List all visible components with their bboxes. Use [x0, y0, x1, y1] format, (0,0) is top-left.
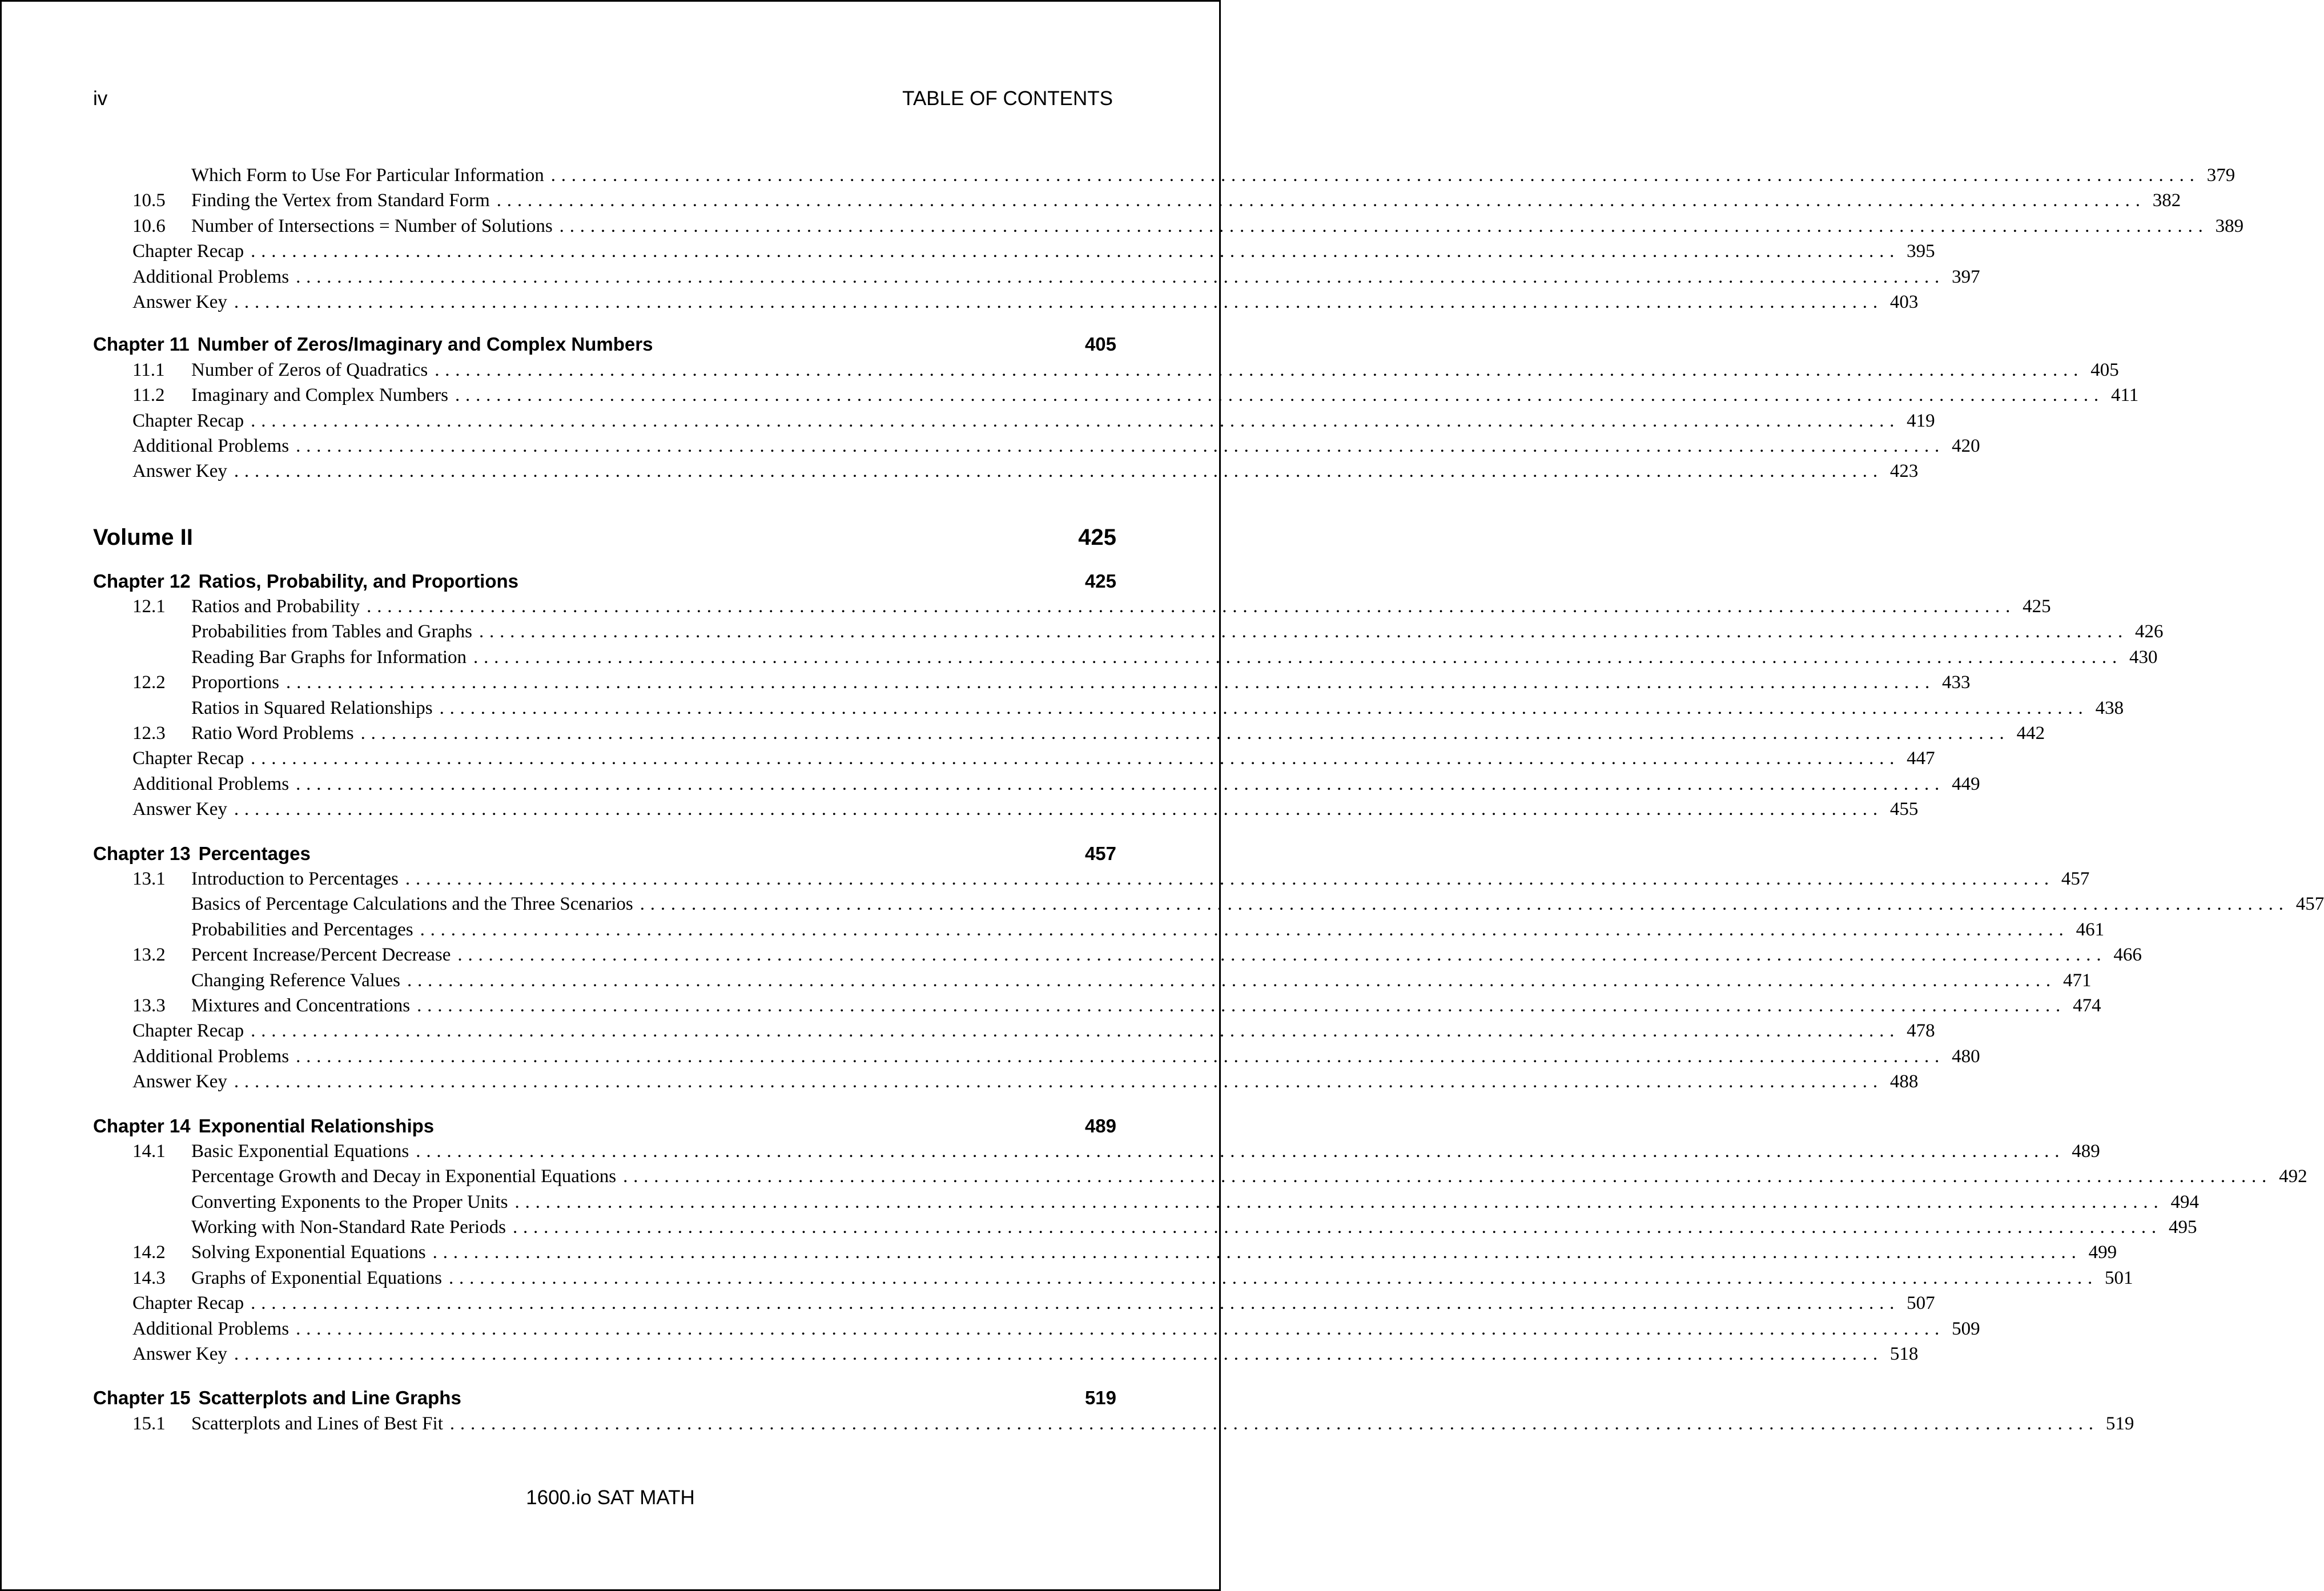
entry-page: 403	[1889, 291, 1919, 312]
dot-leader: ................................................................................................................................................................	[251, 1293, 1900, 1314]
section-number: 10.6	[132, 215, 166, 236]
chapter-heading[interactable]	[93, 569, 1116, 594]
entry-page: 397	[1952, 266, 1980, 287]
dot-leader: ................................................................................................................................................................	[296, 1318, 1945, 1339]
section-number: 12.1	[132, 596, 166, 617]
toc-entry[interactable]	[93, 264, 1980, 290]
chapter-heading[interactable]	[93, 332, 1116, 357]
dot-leader: ................................................................................................................................................................	[234, 799, 1883, 820]
toc-group-continued	[93, 163, 2244, 315]
entry-page: 507	[1907, 1293, 1935, 1314]
entry-page: 420	[1952, 435, 1980, 456]
toc-entry[interactable]	[93, 1190, 2200, 1215]
dot-leader: ................................................................................................................................................................	[251, 1021, 1900, 1042]
toc-entry[interactable]	[93, 993, 2101, 1018]
page-footer: 1600.io SAT MATH	[526, 1486, 695, 1509]
dot-leader: ................................................................................................................................................................	[420, 919, 2069, 940]
entry-title: Percentage Growth and Decay in Exponential Equations	[191, 1166, 617, 1187]
entry-page: 419	[1907, 410, 1935, 431]
entry-title: Ratios and Probability	[191, 596, 360, 617]
dot-leader: ................................................................................................................................................................	[251, 410, 1900, 431]
entry-title: Additional Problems	[132, 435, 290, 456]
toc-entry[interactable]	[93, 290, 1919, 315]
toc-entry[interactable]	[93, 1316, 1980, 1341]
dot-leader: ................................................................................................................................................................	[496, 190, 2146, 211]
entry-page: 425	[2023, 596, 2051, 617]
dot-leader: ................................................................................................................................................................	[296, 266, 1945, 287]
toc-entry[interactable]	[93, 1215, 2197, 1240]
toc-entry[interactable]	[93, 188, 2181, 213]
dot-leader: ................................................................................................................................................................	[473, 646, 2123, 668]
toc-entry[interactable]	[93, 891, 2324, 917]
dot-leader: ................................................................................................................................................................	[435, 359, 2084, 380]
entry-page: 494	[2170, 1191, 2200, 1212]
toc-entry[interactable]	[93, 866, 2090, 891]
dot-leader: ................................................................................................................................................................	[234, 1344, 1883, 1365]
toc-entry[interactable]	[93, 1018, 1935, 1043]
entry-title: Basic Exponential Equations	[191, 1140, 409, 1162]
chapter-title: Ratios, Probability, and Proportions	[198, 570, 518, 592]
entry-page: 480	[1952, 1046, 1980, 1067]
entry-page: 447	[1907, 748, 1935, 769]
dot-leader: ................................................................................................................................................................	[407, 970, 2056, 991]
entry-title: Solving Exponential Equations	[191, 1242, 426, 1263]
dot-leader: ................................................................................................................................................................	[449, 1267, 2098, 1288]
volume-heading[interactable]	[93, 523, 1116, 552]
toc-entry[interactable]	[93, 239, 1935, 264]
toc-entry[interactable]	[93, 797, 1919, 822]
entry-page: 489	[2072, 1140, 2100, 1162]
chapter-heading[interactable]	[93, 1385, 1116, 1411]
toc-entry[interactable]	[93, 408, 1935, 433]
chapter-title: Scatterplots and Line Graphs	[198, 1387, 461, 1409]
dot-leader: ................................................................................................................................................................	[640, 894, 2289, 915]
entry-page: 478	[1907, 1021, 1935, 1042]
entry-page: 519	[2105, 1413, 2134, 1434]
dot-leader: ................................................................................................................................................................	[559, 215, 2209, 236]
toc-entry[interactable]	[93, 1164, 2307, 1189]
toc-entry[interactable]	[93, 163, 2235, 188]
entry-page: 501	[2105, 1267, 2133, 1288]
entry-title: Answer Key	[132, 1071, 227, 1092]
section-number: 12.3	[132, 723, 166, 744]
toc-entry[interactable]	[93, 1044, 1980, 1069]
toc-entry[interactable]	[93, 942, 2142, 967]
entry-title: Which Form to Use For Particular Information	[191, 165, 544, 186]
dot-leader: ................................................................................................................................................................	[432, 1242, 2082, 1263]
chapter-entries	[93, 357, 2139, 484]
toc-entry[interactable]	[93, 645, 2158, 670]
dot-leader: ................................................................................................................................................................	[296, 773, 1945, 794]
toc-entry[interactable]	[93, 1069, 1919, 1094]
dot-leader: ................................................................................................................................................................	[623, 1166, 2273, 1187]
entry-title: Reading Bar Graphs for Information	[191, 646, 467, 668]
section-number: 10.5	[132, 190, 166, 211]
chapter-label: Chapter 11	[93, 334, 190, 355]
toc-entry[interactable]	[93, 696, 2124, 721]
dot-leader: ................................................................................................................................................................	[512, 1217, 2162, 1238]
entry-title: Answer Key	[132, 461, 227, 482]
dot-leader: ................................................................................................................................................................	[457, 945, 2107, 966]
entry-title: Basics of Percentage Calculations and the Three Scenarios	[191, 894, 633, 915]
entry-title: Introduction to Percentages	[191, 868, 399, 889]
toc-entry[interactable]	[93, 1265, 2133, 1291]
section-number: 14.2	[132, 1242, 166, 1263]
entry-title: Chapter Recap	[132, 241, 244, 262]
entry-page: 492	[2279, 1166, 2307, 1187]
dot-leader: ................................................................................................................................................................	[296, 435, 1945, 456]
toc-entry[interactable]	[93, 594, 2051, 619]
toc-entry[interactable]	[93, 1139, 2100, 1164]
dot-leader: ................................................................................................................................................................	[234, 291, 1883, 312]
dot-leader: ................................................................................................................................................................	[439, 697, 2089, 718]
entry-title: Additional Problems	[132, 266, 290, 287]
section-number: 11.1	[132, 359, 165, 380]
chapter-title: Exponential Relationships	[198, 1115, 435, 1136]
chapter-title: Number of Zeros/Imaginary and Complex Numbers	[197, 334, 653, 355]
entry-page: 426	[2135, 621, 2164, 642]
entry-title: Ratio Word Problems	[191, 723, 354, 744]
section-number: 15.1	[132, 1413, 166, 1434]
chapter-entries	[93, 1139, 2307, 1367]
toc-entry[interactable]	[93, 1411, 2134, 1436]
dot-leader: ................................................................................................................................................................	[234, 461, 1883, 482]
dot-leader: ................................................................................................................................................................	[514, 1191, 2164, 1212]
entry-page: 382	[2152, 190, 2181, 211]
chapter-page: 489	[1084, 1115, 1116, 1136]
entry-page: 457	[2061, 868, 2090, 889]
chapter-label: Chapter 13	[93, 842, 191, 864]
entry-page: 405	[2090, 359, 2119, 380]
entry-page: 488	[1889, 1071, 1919, 1092]
section-number: 11.2	[132, 385, 165, 406]
entry-page: 389	[2215, 215, 2244, 236]
entry-title: Chapter Recap	[132, 1293, 244, 1314]
chapter-title: Percentages	[198, 842, 311, 864]
entry-page: 471	[2062, 970, 2092, 991]
entry-title: Scatterplots and Lines of Best Fit	[191, 1413, 443, 1434]
section-number: 13.2	[132, 945, 166, 966]
toc-entry[interactable]	[93, 357, 2119, 383]
entry-title: Proportions	[191, 672, 280, 693]
chapter-entries	[93, 594, 2164, 822]
entry-page: 438	[2095, 697, 2124, 718]
entry-page: 509	[1952, 1318, 1980, 1339]
volume-page: 425	[1078, 524, 1116, 550]
dot-leader: ................................................................................................................................................................	[455, 385, 2104, 406]
entry-title: Answer Key	[132, 291, 227, 312]
dot-leader: ................................................................................................................................................................	[367, 596, 2016, 617]
entry-page: 395	[1907, 241, 1935, 262]
dot-leader: ................................................................................................................................................................	[234, 1071, 1883, 1092]
entry-page: 442	[2016, 723, 2045, 744]
entry-title: Number of Zeros of Quadratics	[191, 359, 428, 380]
toc-entry[interactable]	[93, 459, 1919, 484]
entry-title: Mixtures and Concentrations	[191, 995, 411, 1016]
toc-entry[interactable]	[93, 214, 2244, 239]
entry-title: Chapter Recap	[132, 410, 244, 431]
entry-page: 379	[2206, 165, 2235, 186]
dot-leader: ................................................................................................................................................................	[251, 748, 1900, 769]
toc-entry[interactable]	[93, 433, 1980, 459]
toc-entry[interactable]	[93, 1291, 1935, 1316]
chapter-page: 405	[1084, 334, 1116, 355]
chapter-label: Chapter 15	[93, 1387, 191, 1409]
entry-title: Changing Reference Values	[191, 970, 400, 991]
entry-title: Chapter Recap	[132, 1021, 244, 1042]
section-number: 14.3	[132, 1267, 166, 1288]
entry-title: Answer Key	[132, 799, 227, 820]
entry-page: 495	[2168, 1217, 2197, 1238]
entry-page: 430	[2129, 646, 2158, 668]
dot-leader: ................................................................................................................................................................	[550, 165, 2200, 186]
entry-title: Finding the Vertex from Standard Form	[191, 190, 490, 211]
entry-page: 518	[1889, 1344, 1919, 1365]
page-number-roman: iv	[93, 87, 108, 110]
entry-page: 449	[1952, 773, 1980, 794]
entry-title: Ratios in Squared Relationships	[191, 697, 433, 718]
dot-leader: ................................................................................................................................................................	[360, 723, 2010, 744]
entry-title: Probabilities and Percentages	[191, 919, 413, 940]
chapter-label: Chapter 12	[93, 570, 191, 592]
chapter-page: 519	[1084, 1387, 1116, 1409]
toc-entry[interactable]	[93, 968, 2092, 993]
running-header: TABLE OF CONTENTS	[902, 87, 1113, 110]
entry-page: 499	[2088, 1242, 2117, 1263]
entry-page: 423	[1889, 461, 1919, 482]
toc-entry[interactable]	[93, 1341, 1919, 1367]
toc-entry[interactable]	[93, 383, 2139, 408]
toc-entry[interactable]	[93, 917, 2105, 942]
dot-leader: ................................................................................................................................................................	[405, 868, 2054, 889]
toc-entry[interactable]	[93, 1240, 2117, 1265]
entry-title: Converting Exponents to the Proper Units	[191, 1191, 508, 1212]
entry-title: Percent Increase/Percent Decrease	[191, 945, 451, 966]
chapter-heading[interactable]	[93, 841, 1116, 866]
section-number: 13.3	[132, 995, 166, 1016]
section-number: 12.2	[132, 672, 166, 693]
toc-entry[interactable]	[93, 619, 2164, 644]
entry-page: 457	[2295, 894, 2324, 915]
dot-leader: ................................................................................................................................................................	[479, 621, 2128, 642]
toc-entry[interactable]	[93, 670, 1971, 695]
toc-entry[interactable]	[93, 746, 1935, 771]
chapter-heading[interactable]	[93, 1114, 1116, 1139]
entry-title: Additional Problems	[132, 1318, 290, 1339]
chapter-page: 425	[1084, 570, 1116, 592]
dot-leader: ................................................................................................................................................................	[251, 241, 1900, 262]
toc-entry[interactable]	[93, 772, 1980, 797]
dot-leader: ................................................................................................................................................................	[296, 1046, 1945, 1067]
chapter-entries	[93, 1411, 2134, 1436]
chapter-page: 457	[1084, 842, 1116, 864]
entry-title: Probabilities from Tables and Graphs	[191, 621, 472, 642]
toc-entry[interactable]	[93, 721, 2045, 746]
entry-page: 474	[2073, 995, 2101, 1016]
chapter-label: Chapter 14	[93, 1115, 191, 1136]
entry-title: Graphs of Exponential Equations	[191, 1267, 442, 1288]
dot-leader: ................................................................................................................................................................	[417, 995, 2066, 1016]
volume-title: Volume II	[93, 524, 193, 550]
entry-title: Imaginary and Complex Numbers	[191, 385, 448, 406]
dot-leader: ................................................................................................................................................................	[286, 672, 1936, 693]
entry-page: 461	[2076, 919, 2105, 940]
entry-title: Number of Intersections = Number of Solutions	[191, 215, 553, 236]
entry-page: 466	[2113, 945, 2142, 966]
entry-page: 411	[2110, 385, 2139, 406]
section-number: 13.1	[132, 868, 166, 889]
dot-leader: ................................................................................................................................................................	[449, 1413, 2099, 1434]
section-number: 14.1	[132, 1140, 166, 1162]
entry-title: Answer Key	[132, 1344, 227, 1365]
entry-page: 455	[1889, 799, 1919, 820]
table-of-contents	[93, 163, 2324, 1436]
entry-title: Additional Problems	[132, 773, 290, 794]
entry-title: Chapter Recap	[132, 748, 244, 769]
dot-leader: ................................................................................................................................................................	[416, 1140, 2065, 1162]
chapter-entries	[93, 866, 2324, 1095]
entry-page: 433	[1942, 672, 1971, 693]
entry-title: Additional Problems	[132, 1046, 290, 1067]
entry-title: Working with Non-Standard Rate Periods	[191, 1217, 506, 1238]
